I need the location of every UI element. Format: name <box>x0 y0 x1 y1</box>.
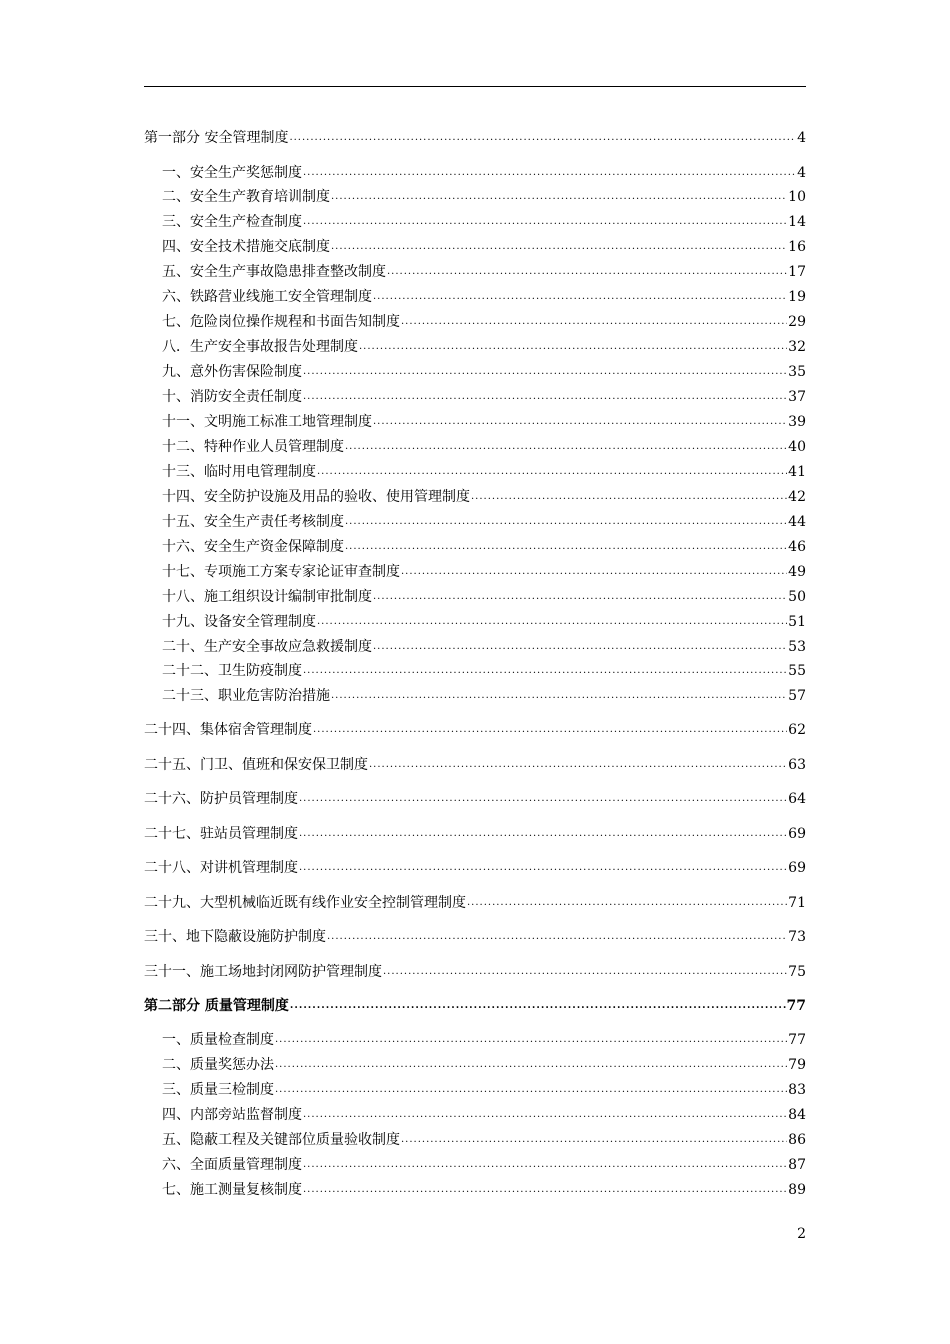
toc-entry-label: 十四、安全防护设施及用品的验收、使用管理制度 <box>162 489 470 505</box>
toc-entry[interactable] <box>144 996 806 1016</box>
toc-entry-page: 50 <box>788 589 806 605</box>
toc-entry-page: 55 <box>788 663 806 679</box>
toc-leader-dots <box>275 1055 787 1075</box>
toc-entry[interactable] <box>144 686 806 706</box>
toc-entry-page: 49 <box>788 564 806 580</box>
toc-entry[interactable] <box>144 962 806 982</box>
toc-entry-label: 二、安全生产教育培训制度 <box>162 189 330 205</box>
toc-leader-dots <box>383 962 787 982</box>
header-rule <box>144 86 806 87</box>
toc-leader-dots <box>317 612 787 632</box>
toc-entry-page: 39 <box>788 414 806 430</box>
toc-entry-label: 一、安全生产奖惩制度 <box>162 165 302 181</box>
toc-leader-dots <box>331 187 787 207</box>
toc-leader-dots <box>303 1180 787 1200</box>
toc-entry[interactable] <box>144 893 806 913</box>
toc-leader-dots <box>303 661 787 681</box>
toc-leader-dots <box>317 462 787 482</box>
toc-leader-dots <box>373 287 787 307</box>
toc-entry-page: 87 <box>788 1157 806 1173</box>
toc-leader-dots <box>373 587 787 607</box>
toc-entry-label: 九、意外伤害保险制度 <box>162 364 302 380</box>
toc-entry[interactable] <box>144 262 806 282</box>
toc-entry-page: 41 <box>788 464 806 480</box>
toc-leader-dots <box>345 437 787 457</box>
toc-entry[interactable] <box>144 362 806 382</box>
toc-entry-label: 十六、安全生产资金保障制度 <box>162 539 344 555</box>
toc-entry-label: 十七、专项施工方案专家论证审查制度 <box>162 564 400 580</box>
toc-entry-label: 十、消防安全责任制度 <box>162 389 302 405</box>
toc-leader-dots <box>299 824 787 844</box>
toc-entry-label: 五、安全生产事故隐患排查整改制度 <box>162 264 386 280</box>
toc-entry-label: 三、安全生产检查制度 <box>162 214 302 230</box>
toc-leader-dots <box>303 212 787 232</box>
toc-entry-label: 三、质量三检制度 <box>162 1082 274 1098</box>
toc-entry-page: 71 <box>788 895 806 911</box>
toc-entry-label: 一、质量检查制度 <box>162 1032 274 1048</box>
toc-entry-label: 二十九、大型机械临近既有线作业安全控制管理制度 <box>144 895 466 911</box>
toc-leader-dots <box>303 1105 787 1125</box>
toc-entry[interactable] <box>144 287 806 307</box>
toc-entry-label: 十一、文明施工标准工地管理制度 <box>162 414 372 430</box>
toc-entry[interactable] <box>144 437 806 457</box>
toc-entry[interactable] <box>144 1030 806 1050</box>
toc-leader-dots <box>327 927 787 947</box>
toc-entry-label: 三十、地下隐蔽设施防护制度 <box>144 929 326 945</box>
toc-entry-page: 63 <box>788 757 806 773</box>
toc-entry-label: 二十七、驻站员管理制度 <box>144 826 298 842</box>
toc-entry-label: 二十、生产安全事故应急救援制度 <box>162 639 372 655</box>
toc-entry[interactable] <box>144 462 806 482</box>
toc-entry-label: 十八、施工组织设计编制审批制度 <box>162 589 372 605</box>
toc-entry-page: 86 <box>788 1132 806 1148</box>
toc-leader-dots <box>303 362 787 382</box>
toc-entry-page: 77 <box>786 998 806 1014</box>
toc-entry[interactable] <box>144 858 806 878</box>
toc-entry[interactable] <box>144 661 806 681</box>
toc-entry-page: 42 <box>788 489 806 505</box>
toc-leader-dots <box>359 337 787 357</box>
toc-entry-label: 四、安全技术措施交底制度 <box>162 239 330 255</box>
toc-entry[interactable] <box>144 487 806 507</box>
toc-entry-label: 第二部分 质量管理制度 <box>144 998 289 1014</box>
toc-entry-page: 29 <box>788 314 806 330</box>
toc-entry-page: 69 <box>788 826 806 842</box>
toc-entry-page: 17 <box>788 264 806 280</box>
toc-entry-label: 七、施工测量复核制度 <box>162 1182 302 1198</box>
toc-entry-label: 第一部分 安全管理制度 <box>144 130 289 146</box>
toc-leader-dots <box>471 487 787 507</box>
toc-leader-dots <box>401 1130 787 1150</box>
toc-leader-dots <box>303 163 796 183</box>
toc-entry[interactable] <box>144 612 806 632</box>
toc-entry-label: 十二、特种作业人员管理制度 <box>162 439 344 455</box>
toc-leader-dots <box>313 720 787 740</box>
toc-entry[interactable] <box>144 1055 806 1075</box>
toc-entry[interactable] <box>144 587 806 607</box>
toc-entry-page: 4 <box>797 165 806 181</box>
toc-entry[interactable] <box>144 1080 806 1100</box>
toc-entry-page: 37 <box>788 389 806 405</box>
toc-entry-page: 84 <box>788 1107 806 1123</box>
toc-entry-label: 二十八、对讲机管理制度 <box>144 860 298 876</box>
toc-entry-page: 46 <box>788 539 806 555</box>
toc-entry[interactable] <box>144 1180 806 1200</box>
toc-leader-dots <box>387 262 787 282</box>
toc-leader-dots <box>275 1030 787 1050</box>
toc-entry-label: 二十六、防护员管理制度 <box>144 791 298 807</box>
toc-entry-label: 二十二、卫生防疫制度 <box>162 663 302 679</box>
toc-entry-page: 16 <box>788 239 806 255</box>
toc-entry-page: 14 <box>788 214 806 230</box>
toc-leader-dots <box>345 537 787 557</box>
toc-entry[interactable] <box>144 187 806 207</box>
toc-leader-dots <box>401 562 787 582</box>
toc-leader-dots <box>331 686 787 706</box>
toc-leader-dots <box>275 1080 787 1100</box>
toc-entry[interactable] <box>144 337 806 357</box>
toc-entry-page: 53 <box>788 639 806 655</box>
toc-leader-dots <box>303 1155 787 1175</box>
toc-entry[interactable] <box>144 755 806 775</box>
toc-entry-page: 69 <box>788 860 806 876</box>
toc-entry-label: 二十四、集体宿舍管理制度 <box>144 722 312 738</box>
toc-entry-label: 八．生产安全事故报告处理制度 <box>162 339 358 355</box>
toc-entry-page: 40 <box>788 439 806 455</box>
toc-entry-page: 4 <box>797 130 806 146</box>
toc-entry-label: 二、质量奖惩办法 <box>162 1057 274 1073</box>
toc-entry-label: 十五、安全生产责任考核制度 <box>162 514 344 530</box>
toc-entry[interactable] <box>144 212 806 232</box>
toc-entry-label: 七、危险岗位操作规程和书面告知制度 <box>162 314 400 330</box>
toc-entry[interactable] <box>144 128 806 148</box>
toc-leader-dots <box>290 996 786 1016</box>
page-number: 2 <box>797 1226 806 1242</box>
toc-entry-page: 44 <box>788 514 806 530</box>
toc-entry-page: 51 <box>788 614 806 630</box>
toc-entry[interactable] <box>144 237 806 257</box>
toc-entry[interactable] <box>144 512 806 532</box>
toc-leader-dots <box>331 237 787 257</box>
toc-entry[interactable] <box>144 163 806 183</box>
toc-entry[interactable] <box>144 927 806 947</box>
toc-entry-page: 79 <box>788 1057 806 1073</box>
toc-entry-page: 73 <box>788 929 806 945</box>
toc-entry[interactable] <box>144 1130 806 1150</box>
toc-entry-label: 二十三、职业危害防治措施 <box>162 688 330 704</box>
toc-entry[interactable] <box>144 312 806 332</box>
toc-entry-page: 64 <box>788 791 806 807</box>
toc-leader-dots <box>303 387 787 407</box>
toc-entry-label: 五、隐蔽工程及关键部位质量验收制度 <box>162 1132 400 1148</box>
toc-entry[interactable] <box>144 1105 806 1125</box>
toc-entry-label: 二十五、门卫、值班和保安保卫制度 <box>144 757 368 773</box>
toc-leader-dots <box>369 755 787 775</box>
toc-entry-label: 六、铁路营业线施工安全管理制度 <box>162 289 372 305</box>
toc-entry[interactable] <box>144 1155 806 1175</box>
toc-entry-label: 三十一、施工场地封闭网防护管理制度 <box>144 964 382 980</box>
toc-entry-page: 57 <box>788 688 806 704</box>
toc-entry-label: 六、全面质量管理制度 <box>162 1157 302 1173</box>
toc-entry-page: 35 <box>788 364 806 380</box>
toc-leader-dots <box>299 858 787 878</box>
toc-entry-page: 62 <box>788 722 806 738</box>
toc-entry-page: 77 <box>788 1032 806 1048</box>
toc-leader-dots <box>467 893 787 913</box>
toc-entry[interactable] <box>144 537 806 557</box>
toc-entry-page: 83 <box>788 1082 806 1098</box>
toc-entry[interactable] <box>144 720 806 740</box>
toc-entry-page: 32 <box>788 339 806 355</box>
toc-entry-label: 十三、临时用电管理制度 <box>162 464 316 480</box>
toc-leader-dots <box>299 789 787 809</box>
toc-entry-page: 89 <box>788 1182 806 1198</box>
toc-entry[interactable] <box>144 562 806 582</box>
toc-entry[interactable] <box>144 637 806 657</box>
toc-entry-label: 十九、设备安全管理制度 <box>162 614 316 630</box>
toc-entry[interactable] <box>144 387 806 407</box>
toc-leader-dots <box>289 128 796 148</box>
toc-entry-page: 19 <box>788 289 806 305</box>
toc-entry-page: 75 <box>788 964 806 980</box>
toc-leader-dots <box>401 312 787 332</box>
toc-entry-page: 10 <box>788 189 806 205</box>
toc-entry[interactable] <box>144 412 806 432</box>
toc-leader-dots <box>373 637 787 657</box>
toc-entry-label: 四、内部旁站监督制度 <box>162 1107 302 1123</box>
toc-entry[interactable] <box>144 824 806 844</box>
toc-entry[interactable] <box>144 789 806 809</box>
toc-leader-dots <box>345 512 787 532</box>
toc-leader-dots <box>373 412 787 432</box>
